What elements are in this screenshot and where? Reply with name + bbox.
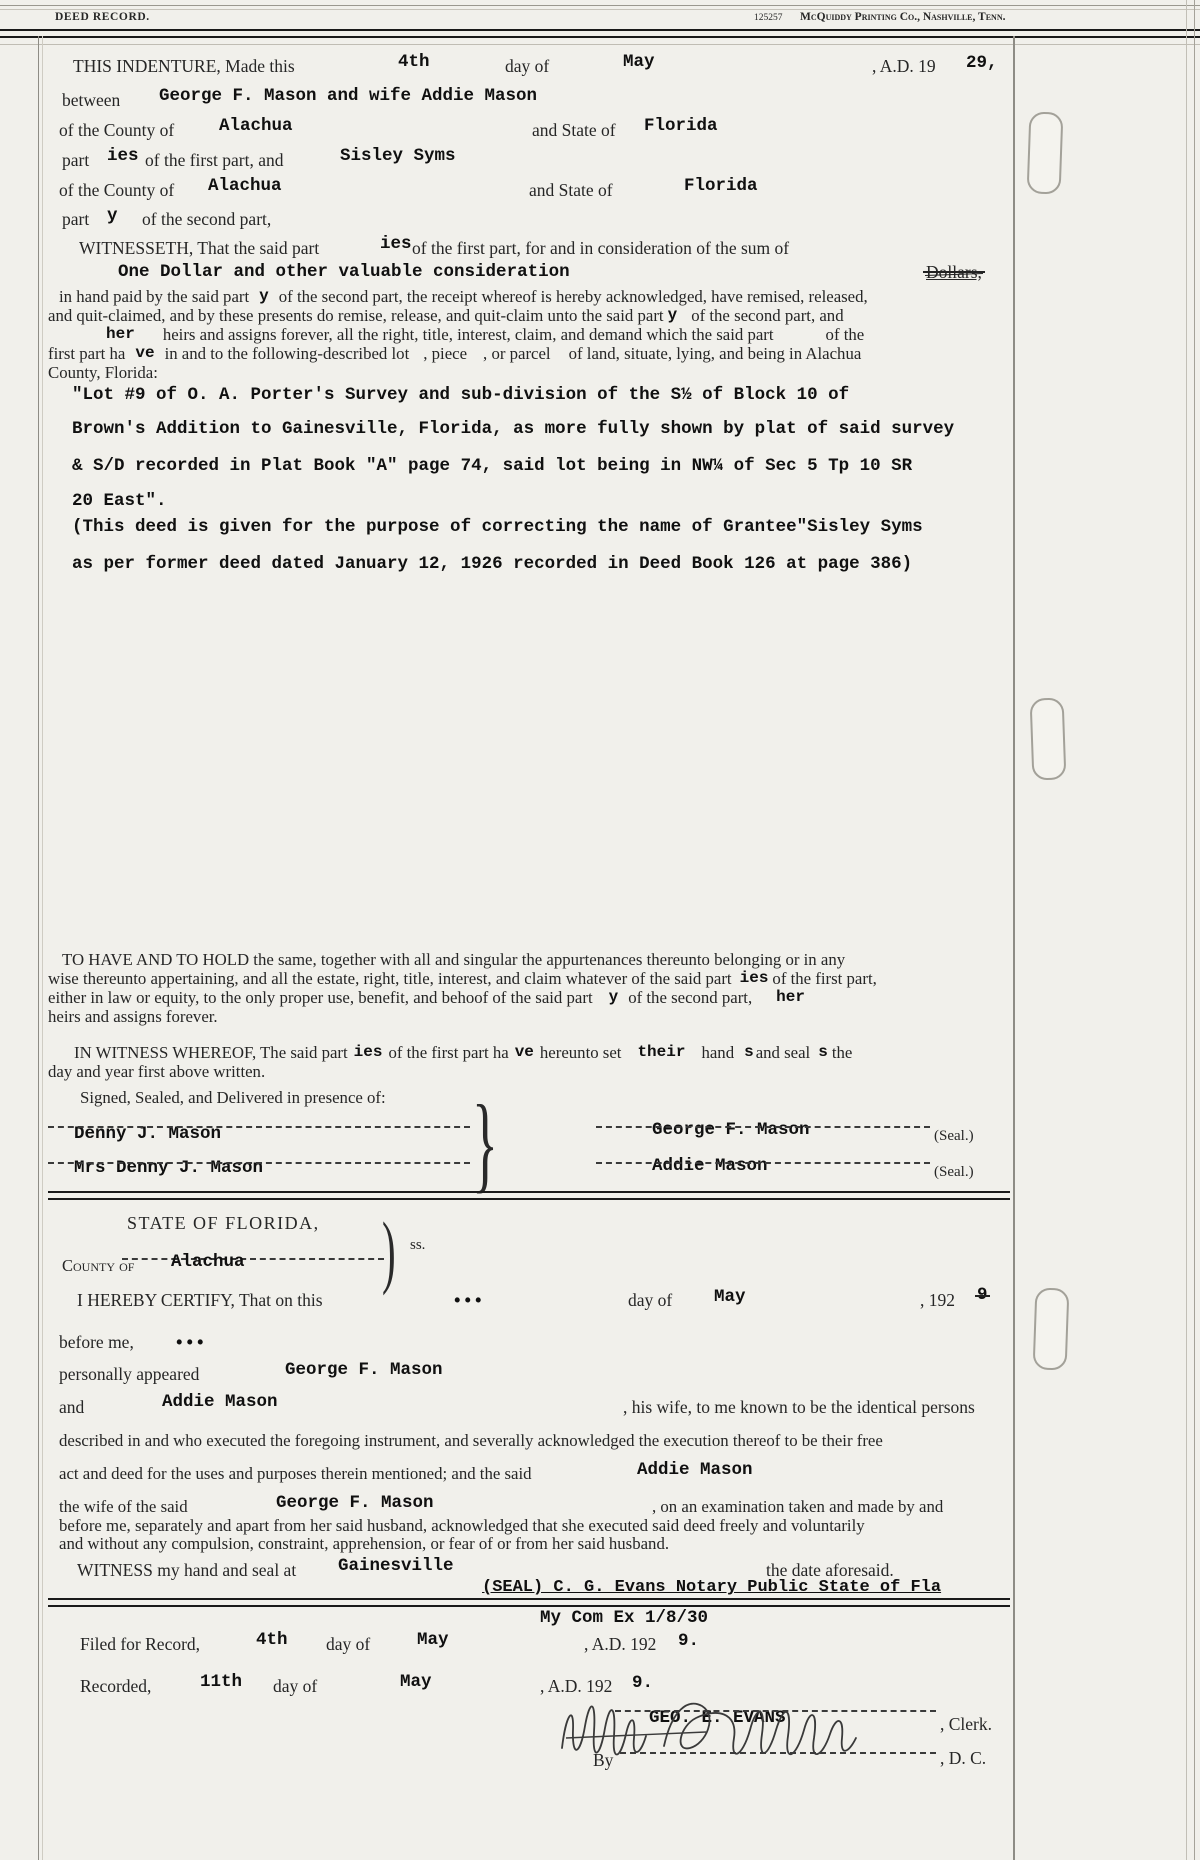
top-rule-1 bbox=[0, 5, 1200, 6]
entry-hab-her: her bbox=[776, 988, 805, 1006]
dc-label: , D. C. bbox=[940, 1748, 987, 1768]
entry-day: 4th bbox=[398, 52, 430, 72]
filed-day-of-label: day of bbox=[326, 1634, 371, 1654]
county-of-label-2: of the County of bbox=[59, 180, 175, 200]
entry-grantors: George F. Mason and wife Addie Mason bbox=[159, 86, 538, 106]
entry-state-2: Florida bbox=[684, 176, 758, 196]
entry-filed-year: 9. bbox=[678, 1631, 700, 1651]
habendum-line-3: either in law or equity, to the only proper use, benefit, and behoof of the said part y of the second part, her bbox=[48, 988, 805, 1007]
consideration-label: of the first part, for and in consideration of the sum of bbox=[412, 238, 790, 258]
entry-recorded-year: 9. bbox=[632, 1673, 654, 1693]
description-line-1: "Lot #9 of O. A. Porter's Survey and sub-division of the S½ of Block 10 of bbox=[72, 385, 850, 405]
seal-label-1: (Seal.) bbox=[934, 1128, 974, 1144]
header-thin-rule bbox=[0, 44, 1200, 45]
ack-body-2: act and deed for the uses and purposes therein mentioned; and the said bbox=[59, 1464, 532, 1483]
entry-ack-year bbox=[977, 1285, 988, 1305]
entry-wc-s2: s bbox=[818, 1043, 828, 1061]
entry-wc-their: their bbox=[637, 1043, 686, 1061]
entry-county-1: Alachua bbox=[219, 116, 293, 136]
habendum-line-4: heirs and assigns forever. bbox=[48, 1007, 218, 1026]
description-line-4: 20 East". bbox=[72, 491, 167, 511]
county-of-label-1: of the County of bbox=[59, 120, 175, 140]
presence-label: Signed, Sealed, and Delivered in presence of: bbox=[80, 1088, 386, 1107]
between-label: between bbox=[62, 90, 121, 110]
grantor-line-2 bbox=[596, 1162, 930, 1164]
witness-signature-1: Denny J. Mason bbox=[74, 1124, 222, 1144]
habendum-line-1: TO HAVE AND TO HOLD the same, together with all and singular the appurtenances thereunto belonging or in any bbox=[62, 950, 846, 969]
entry-grantee: Sisley Syms bbox=[340, 146, 456, 166]
entry-state-1: Florida bbox=[644, 116, 718, 136]
printer-imprint: McQuiddy Printing Co., Nashville, Tenn. bbox=[800, 11, 1006, 23]
by-label: By bbox=[593, 1750, 614, 1770]
filed-ad-label: , A.D. 192 bbox=[584, 1634, 657, 1654]
entry-hab-ies: ies bbox=[739, 969, 769, 987]
witness-line-1 bbox=[48, 1126, 470, 1128]
header-double-rule bbox=[0, 29, 1200, 38]
first-part-label: of the first part, and bbox=[145, 150, 284, 170]
granting-line-3: her heirs and assigns forever, all the right, title, interest, claim, and demand which the said part of the bbox=[106, 325, 865, 344]
grantor-line-1 bbox=[596, 1126, 930, 1128]
recorded-day-of-label: day of bbox=[273, 1676, 318, 1696]
entry-part-y-1: y bbox=[259, 287, 269, 305]
binding-hole-bottom bbox=[1033, 1287, 1070, 1370]
entry-witnesseth-suffix: ies bbox=[380, 234, 412, 254]
entry-recorded-month: May bbox=[400, 1672, 432, 1692]
his-wife-label: , his wife, to me known to be the identical persons bbox=[623, 1397, 975, 1417]
second-part-label: of the second part, bbox=[142, 209, 272, 229]
entry-her: her bbox=[106, 325, 135, 343]
witness-line-2 bbox=[48, 1162, 470, 1164]
right-border-line bbox=[1013, 36, 1015, 1860]
entry-appeared-name: George F. Mason bbox=[285, 1360, 443, 1380]
dollars-label-struck bbox=[926, 262, 982, 283]
entry-county-2: Alachua bbox=[208, 176, 282, 196]
ack-body-1: described in and who executed the foregoing instrument, and severally acknowledged the execution thereof to be their free bbox=[59, 1431, 883, 1450]
filed-label: Filed for Record, bbox=[80, 1634, 201, 1654]
binding-hole-middle bbox=[1030, 697, 1067, 780]
ack-body-3: before me, separately and apart from her said husband, acknowledged that she executed said deed freely and voluntarily bbox=[59, 1516, 865, 1535]
description-line-2: Brown's Addition to Gainesville, Florida, as more fully shown by plat of said survey bbox=[72, 419, 955, 439]
witness-clause-line-2: day and year first above written. bbox=[48, 1062, 266, 1081]
section-divider-rule bbox=[48, 1191, 1010, 1200]
witness-brace: } bbox=[472, 1084, 498, 1203]
witness-signature-2: Mrs Denny J. Mason bbox=[74, 1158, 264, 1178]
certify-label: I HEREBY CERTIFY, That on this bbox=[77, 1290, 323, 1310]
entry-filed-month: May bbox=[417, 1630, 449, 1650]
witness-clause-line-1: IN WITNESS WHEREOF, The said part ies of the first part ha ve hereunto set their hand s and seal s the bbox=[74, 1043, 853, 1062]
notary-divider-rule bbox=[48, 1598, 1010, 1607]
entry-year: 29, bbox=[966, 53, 998, 73]
entry-wc-ies: ies bbox=[353, 1043, 383, 1061]
binding-hole-top bbox=[1027, 111, 1064, 194]
and-label: and bbox=[59, 1397, 85, 1417]
state-of-label-2: and State of bbox=[529, 180, 613, 200]
notary-signature: (SEAL) C. G. Evans Notary Public State of Fla bbox=[482, 1578, 942, 1597]
clerk-label: , Clerk. bbox=[940, 1714, 993, 1734]
granting-line-5: County, Florida: bbox=[48, 363, 158, 382]
ack-year-digit: 9 bbox=[977, 1285, 988, 1305]
date-aforesaid-label: the date aforesaid. bbox=[766, 1560, 894, 1580]
entry-part-y-2: y bbox=[667, 306, 678, 324]
grantor-signature-2: Addie Mason bbox=[652, 1156, 768, 1176]
county-label: County of bbox=[62, 1256, 135, 1275]
ack-day-of-label: day of bbox=[628, 1290, 673, 1310]
indenture-opening-label: THIS INDENTURE, Made this bbox=[73, 56, 295, 76]
entry-consideration: One Dollar and other valuable consideration bbox=[118, 262, 570, 282]
description-line-5: (This deed is given for the purpose of correcting the name of Grantee"Sisley Syms bbox=[72, 517, 923, 537]
recorded-ad-label: , A.D. 192 bbox=[540, 1676, 613, 1696]
ack-192-label: , 192 bbox=[920, 1290, 955, 1310]
part-label-1: part bbox=[62, 150, 90, 170]
entry-recorded-day: 11th bbox=[200, 1672, 243, 1692]
left-border-line-2 bbox=[42, 36, 43, 1860]
entry-said-wife: Addie Mason bbox=[637, 1460, 753, 1480]
examination-label: , on an examination taken and made by and bbox=[652, 1497, 944, 1516]
entry-hab-y: y bbox=[608, 988, 619, 1006]
entry-ack-county: Alachua bbox=[171, 1252, 245, 1272]
clerk-name: GEO. E. EVANS bbox=[649, 1708, 786, 1728]
state-of-label-1: and State of bbox=[532, 120, 616, 140]
habendum-line-2: wise thereunto appertaining, and all the estate, right, title, interest, and claim whatever of the said part ies of the first part, bbox=[48, 969, 877, 988]
ack-body-4: and without any compulsion, constraint, apprehension, or fear of or from her said husband. bbox=[59, 1534, 670, 1553]
entry-wife-name: Addie Mason bbox=[162, 1392, 278, 1412]
seal-label-2: (Seal.) bbox=[934, 1164, 974, 1180]
ss-brace: ) bbox=[382, 1205, 396, 1296]
appeared-label: personally appeared bbox=[59, 1364, 200, 1384]
witness-seal-label: WITNESS my hand and seal at bbox=[77, 1560, 297, 1580]
granting-line-4: first part ha ve in and to the following-described lot , piece , or parcel of land, situate, lying, and being in Alachua bbox=[48, 344, 862, 363]
entry-ack-day: ••• bbox=[452, 1292, 484, 1312]
witnesseth-label: WITNESSETH, That the said part bbox=[79, 238, 320, 258]
notary-commission: My Com Ex 1/8/30 bbox=[540, 1608, 709, 1628]
before-me-label: before me, bbox=[59, 1332, 134, 1352]
entry-month: May bbox=[623, 52, 655, 72]
entry-witness-place: Gainesville bbox=[338, 1556, 454, 1576]
entry-filed-day: 4th bbox=[256, 1630, 288, 1650]
printer-number: 125257 bbox=[754, 13, 783, 23]
page-header-title: DEED RECORD. bbox=[55, 11, 150, 23]
state-label: STATE OF FLORIDA, bbox=[127, 1213, 320, 1233]
page-edge-line-1 bbox=[1186, 0, 1187, 1860]
wife-of-said-label: the wife of the said bbox=[59, 1497, 188, 1516]
ad-label: , A.D. 19 bbox=[872, 56, 936, 76]
day-of-label: day of bbox=[505, 56, 550, 76]
granting-line-2: and quit-claimed, and by these presents do remise, release, and quit-claim unto the said part y of the second part, and bbox=[48, 306, 844, 325]
entry-wc-ve: ve bbox=[514, 1043, 534, 1061]
grantor-signature-1: George F. Mason bbox=[652, 1120, 810, 1140]
recorded-label: Recorded, bbox=[80, 1676, 152, 1696]
entry-part-suffix-1: ies bbox=[107, 146, 139, 166]
top-rule-2 bbox=[0, 9, 1200, 10]
deputy-clerk-signature bbox=[556, 1686, 916, 1786]
entry-before-me: ••• bbox=[174, 1334, 206, 1354]
entry-ve: ve bbox=[135, 344, 155, 362]
entry-wc-s1: s bbox=[744, 1043, 754, 1061]
entry-husband-name: George F. Mason bbox=[276, 1493, 434, 1513]
description-line-6: as per former deed dated January 12, 1926 recorded in Deed Book 126 at page 386) bbox=[72, 554, 913, 574]
granting-line-1: in hand paid by the said part y of the second part, the receipt whereof is hereby acknowledged, have remised, released, bbox=[59, 287, 868, 306]
description-line-3: & S/D recorded in Plat Book "A" page 74, said lot being in NW¼ of Sec 5 Tp 10 SR bbox=[72, 456, 913, 476]
part-label-2: part bbox=[62, 209, 90, 229]
entry-part-suffix-2: y bbox=[107, 206, 118, 226]
dollars-word: Dollars, bbox=[926, 262, 982, 282]
ss-label: ss. bbox=[410, 1237, 426, 1253]
left-border-line bbox=[38, 36, 39, 1860]
page-edge-line-2 bbox=[1194, 0, 1195, 1860]
entry-ack-month: May bbox=[714, 1287, 746, 1307]
county-entry-line bbox=[122, 1258, 384, 1260]
